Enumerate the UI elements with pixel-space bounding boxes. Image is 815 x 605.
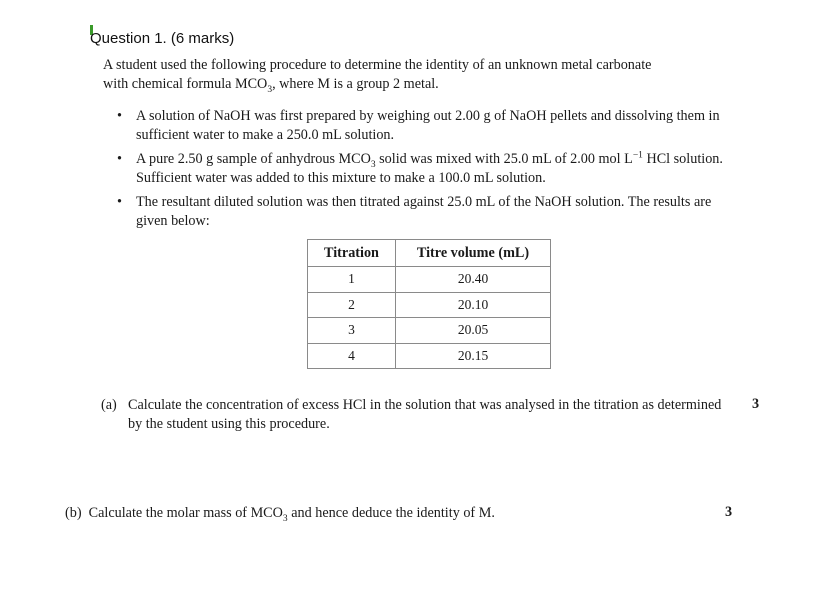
- list-item: [117, 193, 737, 230]
- bullet-text-sample-mix: A pure 2.50 g sample of anhydrous $MCO_3$ solid was mixed with 25.0 mL of 2.00 mol $L^{-1}$ HCl solution. Sufficient water was added to this mixture to make a 100.0 mL solution.: [136, 150, 723, 186]
- part-a-question: [101, 396, 731, 434]
- bullet-text-naoh-prep: A solution of NaOH was first prepared by weighing out 2.00 g of NaOH pellets and dissolving them in sufficient water to make a 250.0 mL solution.: [136, 108, 720, 143]
- part-a-text: Calculate the concentration of excess HCl in the solution that was analysed in the titration as determined by the student using this procedure.: [128, 397, 722, 432]
- bullet-icon: •: [117, 151, 122, 167]
- titration-results-table: [307, 239, 551, 369]
- part-a-marks: 3: [752, 396, 760, 412]
- table-header-row: [308, 240, 551, 267]
- list-item: [117, 150, 737, 187]
- cell-titration-number: 3: [308, 318, 396, 344]
- cell-titre-volume: 20.05: [396, 318, 551, 344]
- cell-titre-volume: 20.40: [396, 267, 551, 293]
- cell-titre-volume: 20.10: [396, 292, 551, 318]
- table-row: [308, 343, 551, 369]
- intro-line-2: with chemical formula $MCO_3$, where M is a group 2 metal.: [103, 76, 439, 95]
- intro-paragraph: [103, 56, 733, 94]
- part-b-label: (b): [65, 505, 82, 521]
- question-heading: Question 1. (6 marks): [90, 30, 235, 47]
- bullet-text-titration: The resultant diluted solution was then titrated against 25.0 mL of the NaOH solution. The results are given below:: [136, 194, 712, 229]
- list-item: [117, 107, 737, 144]
- part-b-question: [65, 504, 705, 523]
- intro-line-1: A student used the following procedure to determine the identity of an unknown metal carbonate: [103, 57, 652, 73]
- header-titre-volume: Titre volume (mL): [396, 240, 551, 267]
- part-b-marks: 3: [725, 504, 733, 520]
- bullet-icon: •: [117, 194, 122, 210]
- table-row: [308, 267, 551, 293]
- part-a-label: (a): [101, 397, 117, 413]
- cell-titre-volume: 20.15: [396, 343, 551, 369]
- cell-titration-number: 2: [308, 292, 396, 318]
- part-b-text: Calculate the molar mass of $MCO_3$ and hence deduce the identity of M.: [88, 505, 495, 524]
- cell-titration-number: 4: [308, 343, 396, 369]
- table-row: [308, 318, 551, 344]
- header-titration: Titration: [308, 240, 396, 267]
- bullet-icon: •: [117, 108, 122, 124]
- cell-titration-number: 1: [308, 267, 396, 293]
- procedure-list: [117, 107, 737, 236]
- table-row: [308, 292, 551, 318]
